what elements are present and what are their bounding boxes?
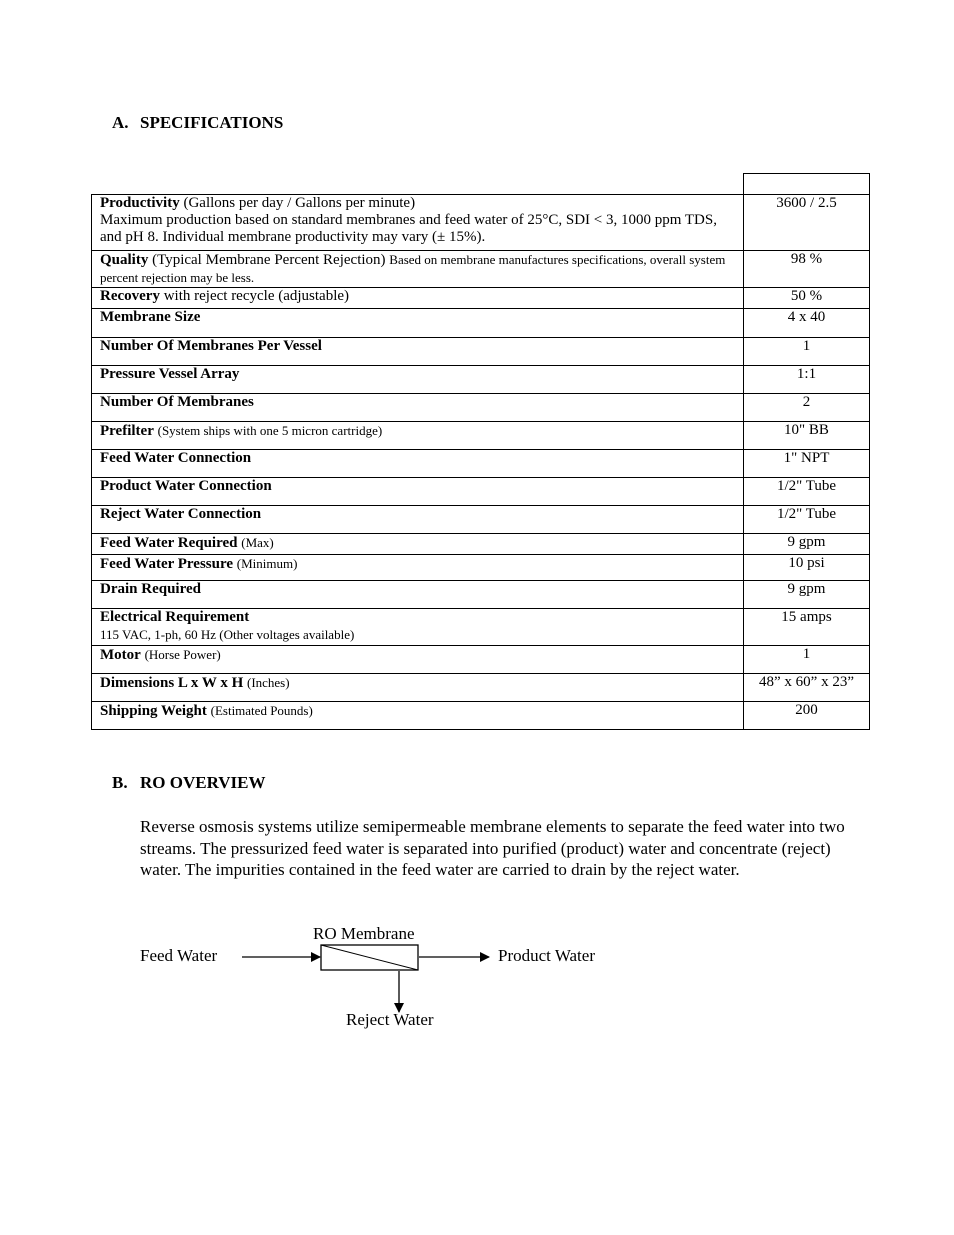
spec-small-note: (Minimum) xyxy=(236,556,298,571)
spec-label: Feed Water Connection xyxy=(100,450,252,466)
spec-label: Feed Water Required xyxy=(100,535,238,551)
ro-overview-paragraph: Reverse osmosis systems utilize semipermeable membrane elements to separate the feed water into two streams. The pressurized feed water is separated into purified (product) water and concentrate (reject) water. The impurities contained in the feed water are carried to drain by the reject water. xyxy=(140,817,845,879)
spec-value: 9 gpm xyxy=(744,534,870,555)
spec-value: 9 gpm xyxy=(744,581,870,609)
spec-label: Number Of Membranes xyxy=(100,394,254,410)
spec-label: Dimensions L x W x H xyxy=(100,675,244,691)
section-a-title: SPECIFICATIONS xyxy=(140,113,284,132)
spec-label: Feed Water Pressure xyxy=(100,556,234,572)
reject-water-label: Reject Water xyxy=(346,1010,434,1029)
spec-label: Membrane Size xyxy=(100,309,201,325)
section-a-prefix: A. xyxy=(112,113,129,132)
spec-value: 10" BB xyxy=(744,422,870,450)
spec-detail: Maximum production based on standard membranes and feed water of 25°C, SDI < 3, 1000 ppm TDS, and pH 8. Individual membrane productivity may vary (± 15%). xyxy=(100,212,717,245)
spec-label: Productivity xyxy=(100,195,180,211)
spec-label-note: (Gallons per day / Gallons per minute) xyxy=(183,195,416,211)
spec-label-note: with reject recycle (adjustable) xyxy=(163,288,350,304)
spec-small-note: (Max) xyxy=(241,535,274,550)
spec-value: 50 % xyxy=(744,288,870,309)
spec-value: 1 xyxy=(744,646,870,674)
spec-small-note: (Inches) xyxy=(246,675,290,690)
section-b-title: RO OVERVIEW xyxy=(140,773,266,792)
spec-label: Prefilter xyxy=(100,423,154,439)
spec-label: Shipping Weight xyxy=(100,703,207,719)
spec-label: Reject Water Connection xyxy=(100,506,262,522)
spec-value: 1 xyxy=(744,338,870,366)
membrane-diagonal xyxy=(321,945,418,970)
spec-label: Pressure Vessel Array xyxy=(100,366,240,382)
spec-value: 2 xyxy=(744,394,870,422)
spec-label: Product Water Connection xyxy=(100,478,272,494)
spec-value: 1/2" Tube xyxy=(744,506,870,534)
spec-value: 200 xyxy=(744,702,870,730)
spec-value: 48” x 60” x 23” xyxy=(744,674,870,702)
spec-value: 1" NPT xyxy=(744,450,870,478)
section-b-prefix: B. xyxy=(112,773,128,792)
spec-label: Recovery xyxy=(100,288,160,304)
spec-value: 15 amps xyxy=(744,609,870,646)
spec-value: 10 psi xyxy=(744,555,870,581)
spec-small-note: (System ships with one 5 micron cartridge) xyxy=(157,423,383,438)
spec-label: Quality xyxy=(100,252,149,268)
spec-label: Drain Required xyxy=(100,581,201,597)
spec-small-note: (Estimated Pounds) xyxy=(210,703,313,718)
ro-membrane-label: RO Membrane xyxy=(313,924,415,943)
spec-label: Motor xyxy=(100,647,141,663)
spec-value: 1/2" Tube xyxy=(744,478,870,506)
spec-value: 1:1 xyxy=(744,366,870,394)
spec-value: 3600 / 2.5 xyxy=(744,195,870,251)
spec-label-note: (Typical Membrane Percent Rejection) xyxy=(152,252,386,268)
spec-small-note: (Horse Power) xyxy=(144,647,221,662)
feed-water-label: Feed Water xyxy=(140,946,218,965)
spec-label: Number Of Membranes Per Vessel xyxy=(100,338,322,354)
spec-label: Electrical Requirement xyxy=(100,609,250,625)
product-water-label: Product Water xyxy=(498,946,595,965)
spec-value: 98 % xyxy=(744,251,870,288)
spec-value: 4 x 40 xyxy=(744,309,870,338)
spec-small-note: Based on membrane manufactures specifications, overall system percent rejection may be less. xyxy=(100,252,726,285)
spec-small-detail: 115 VAC, 1-ph, 60 Hz (Other voltages available) xyxy=(100,627,355,642)
